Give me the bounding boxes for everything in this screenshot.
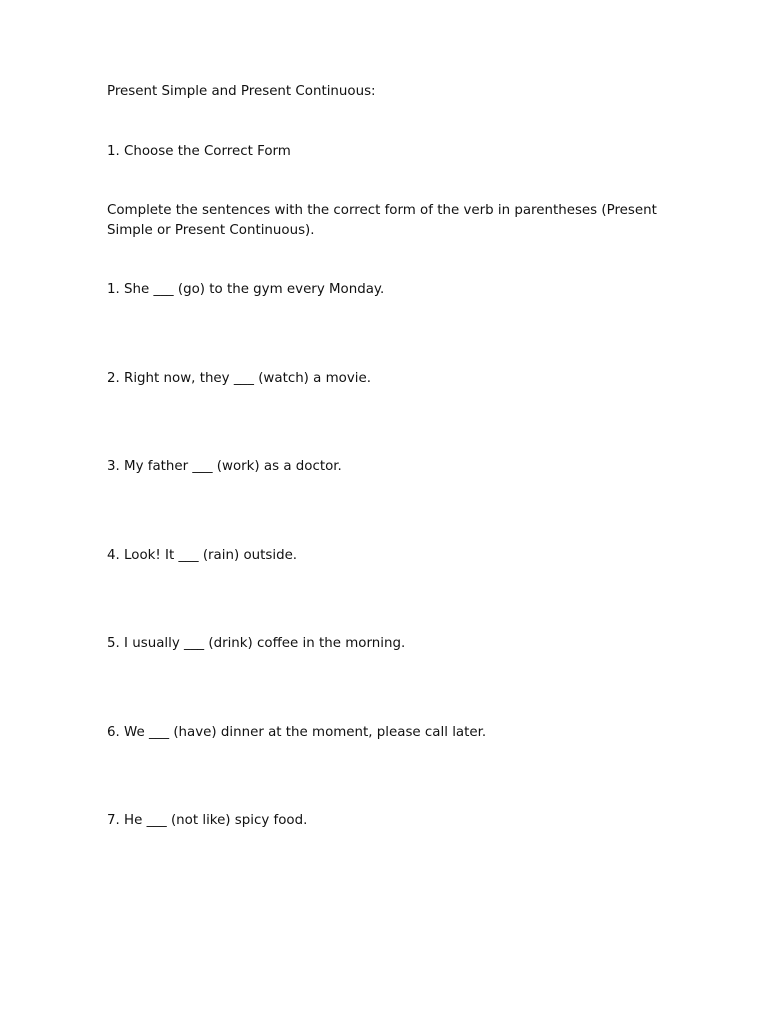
section-heading: 1. Choose the Correct Form bbox=[107, 144, 291, 159]
question-4: 4. Look! It ___ (rain) outside. bbox=[107, 548, 298, 563]
document-title: Present Simple and Present Continuous: bbox=[107, 84, 376, 99]
question-5: 5. I usually ___ (drink) coffee in the morning. bbox=[107, 636, 406, 651]
question-1: 1. She ___ (go) to the gym every Monday. bbox=[107, 282, 385, 297]
question-3: 3. My father ___ (work) as a doctor. bbox=[107, 459, 342, 474]
question-7: 7. He ___ (not like) spicy food. bbox=[107, 813, 308, 828]
question-2: 2. Right now, they ___ (watch) a movie. bbox=[107, 371, 371, 386]
question-6: 6. We ___ (have) dinner at the moment, please call later. bbox=[107, 725, 487, 740]
instructions-paragraph: Complete the sentences with the correct form of the verb in parentheses (Present Simple or Present Continuous). bbox=[107, 203, 657, 238]
